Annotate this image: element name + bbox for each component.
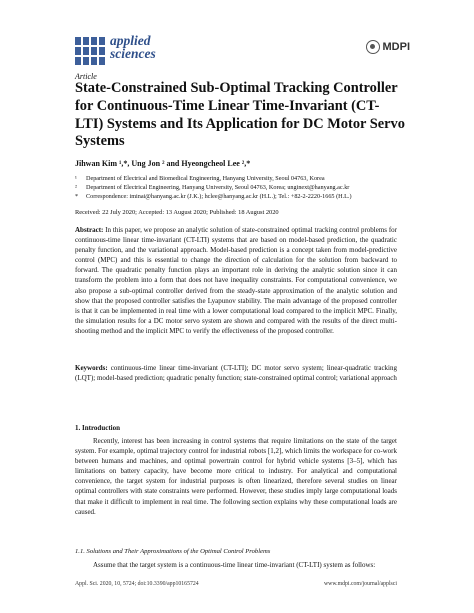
publisher-logo [366, 40, 411, 54]
abstract-label: Abstract: [75, 226, 104, 234]
article-type: Article [75, 72, 97, 81]
affiliation-marker: ¹ [75, 175, 77, 182]
affiliation-1 [75, 175, 325, 183]
correspondence-marker: * [75, 193, 79, 200]
journal-name [110, 34, 156, 60]
mdpi-icon [366, 40, 380, 54]
publication-dates: Received: 22 July 2020; Accepted: 13 August 2020; Published: 18 August 2020 [75, 209, 279, 216]
footer-url[interactable]: www.mdpi.com/journal/applsci [323, 581, 397, 587]
journal-name-line2: sciences [110, 46, 156, 61]
correspondence [75, 193, 352, 201]
publisher-name: MDPI [382, 41, 410, 53]
intro-paragraph-2: Assume that the target system is a continuous-time linear time-invariant (CT-LTI) system as follows: [93, 561, 376, 569]
author-list: Jihwan Kim ¹,*, Ung Jon ² and Hyeongcheol Lee ²,* [75, 159, 251, 168]
subsection-heading: 1.1. Solutions and Their Approximations of the Optimal Control Problems [75, 548, 271, 555]
correspondence-text: Correspondence: iminai@hanyang.ac.kr (J.K.); hclee@hanyang.ac.kr (H.L.); Tel.: +82-2-2220-1665 (H.L.) [86, 193, 352, 200]
intro-paragraph: Recently, interest has been increasing in control systems that require limitations on the state of the target system. For example, optimal trajectory control for industrial robots [1,2], which limits the workspace for co-work between humans and machines, and optimal powertrain control for hybrid vehicle systems [3–5], which has limitations on battery capacity, have become more critical to industry. For analytical and computational convenience, the target system for industrial purposes is often linearized, therefore several studies on linear optimal controllers with state constraints were performed. However, these studies imply large computational loads that make it difficult to implement in real time. The following section explains why these computational loads are caused. [75, 437, 397, 516]
affiliation-2 [75, 184, 349, 192]
affiliation-text: Department of Electrical and Biomedical Engineering, Hanyang University, Seoul 04763, Korea [86, 175, 325, 182]
paper-title: State-Constrained Sub-Optimal Tracking Controller for Continuous-Time Linear Time-Invariant (CT-LTI) Systems and Its Application for DC Motor Servo Systems [75, 80, 405, 150]
footer-citation: Appl. Sci. 2020, 10, 5724; doi:10.3390/app10165724 [75, 581, 199, 587]
affiliation-text: Department of Electrical Engineering, Hanyang University, Seoul 04763, Korea; unginext@hanyang.ac.kr [86, 184, 350, 191]
journal-logo-icon [75, 37, 105, 65]
abstract [75, 225, 397, 336]
page-footer [75, 581, 397, 587]
section-heading: 1. Introduction [75, 424, 120, 432]
journal-name-line1: applied [110, 33, 151, 48]
keywords [75, 363, 397, 383]
keywords-text: continuous-time linear time-invariant (CT-LTI); DC motor servo system; linear-quadratic tracking (LQT); model-based prediction; quadratic penalty function; state-constrained optimal control; variational approach [75, 364, 397, 383]
affiliation-marker: ² [75, 184, 77, 191]
keywords-label: Keywords: [75, 364, 108, 372]
abstract-text: In this paper, we propose an analytic solution of state-constrained optimal tracking control problems for continuous-time linear time-invariant (CT-LTI) systems that are based on model-based prediction, the quadratic penalty function, and the variational approach. Model-based prediction is a concept taken from model-predictive control (MPC) and this is essential to change the direction of calculation for the solution from backward to forward. The quadratic penalty function plays an important role in deriving the analytic solution since it can transform the problem into a form that does not have inequality constraints. For computational convenience, we also propose a sub-optimal controller derived from the steady-state approximation of the analytic solution and show that the proposed controller satisfies the Lyapunov stability. The main advantage of the proposed controller is that it can be implemented in real time with a lower computational load compared to the implicit MPC. Finally, the simulation results for a DC motor servo system are shown and compared with the results of the direct multi-shooting method and the implicit MPC to verify the effectiveness of the proposed controller. [75, 226, 397, 335]
